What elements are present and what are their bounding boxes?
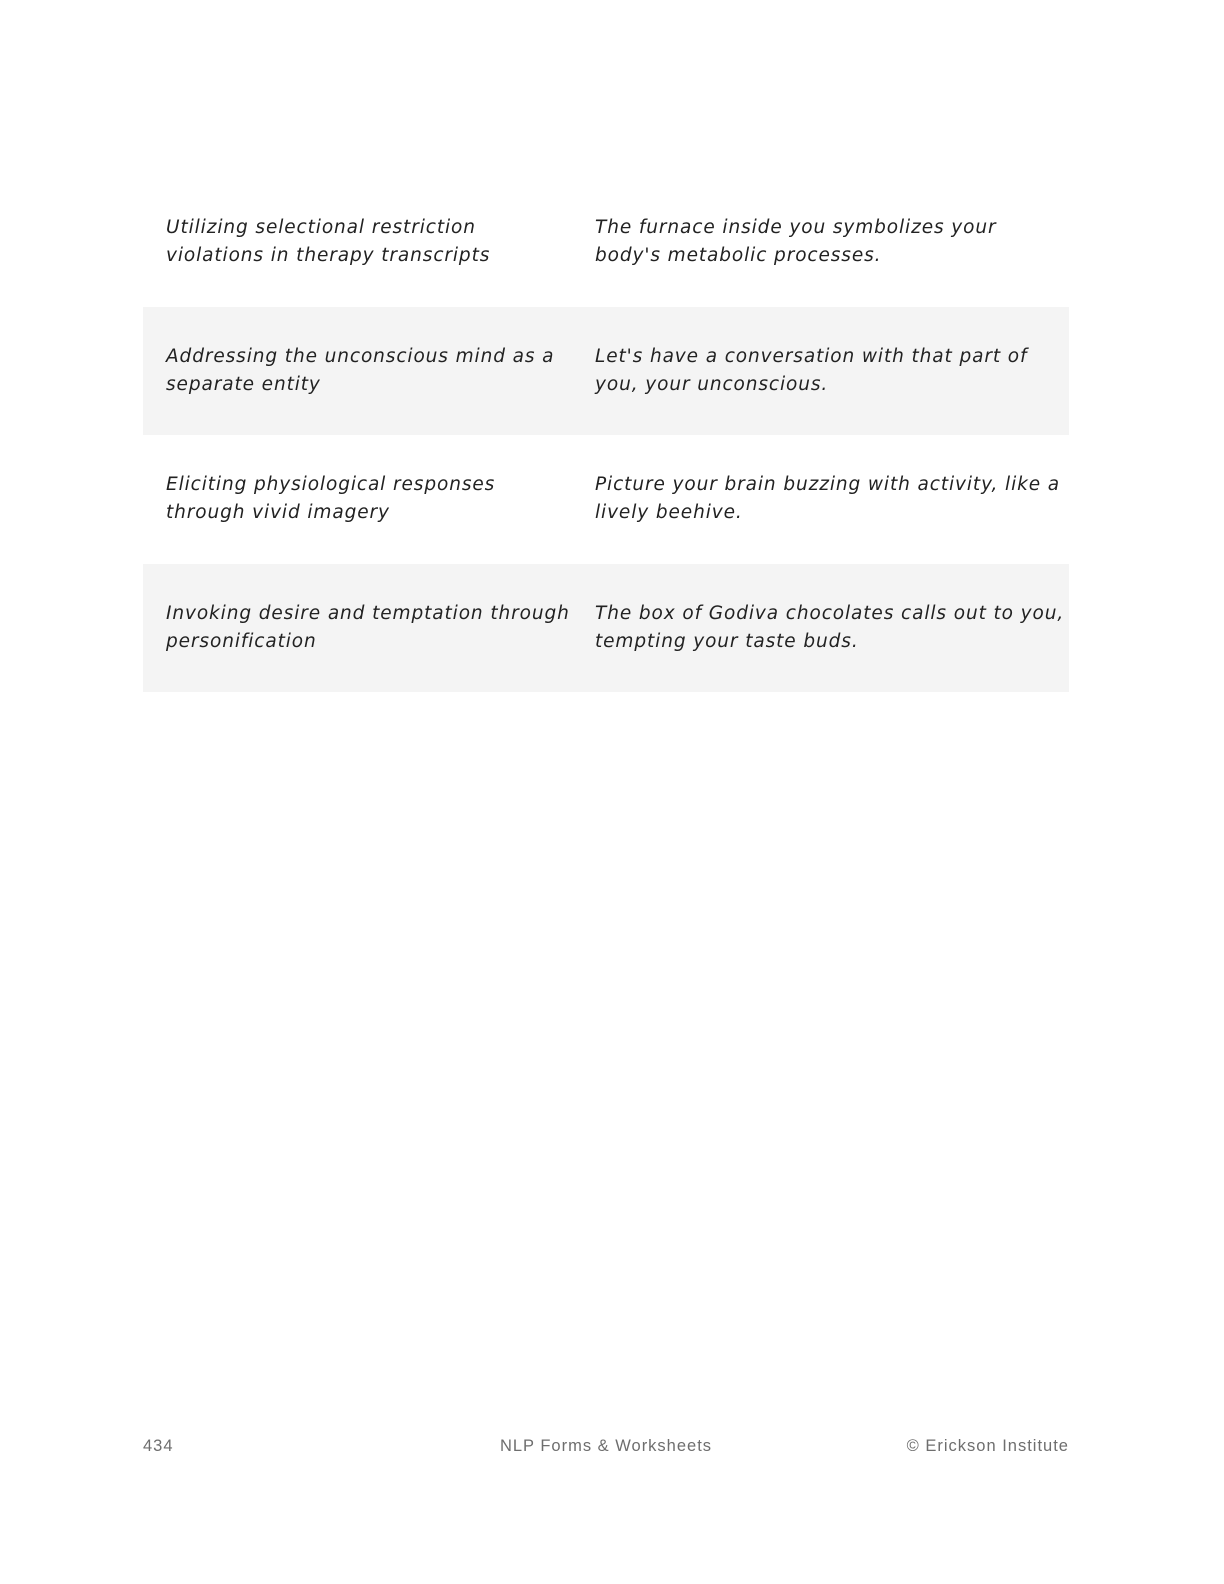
technique-cell: Invoking desire and temptation through personification bbox=[166, 602, 570, 652]
technique-cell: Addressing the unconscious mind as a separate entity bbox=[166, 345, 555, 395]
example-cell: The box of Godiva chocolates calls out to you, tempting your taste buds. bbox=[595, 602, 1065, 652]
example-cell: Picture your brain buzzing with activity, like a lively beehive. bbox=[595, 474, 1061, 524]
table-row bbox=[143, 435, 1069, 564]
example-cell: The furnace inside you symbolizes your body's metabolic processes. bbox=[595, 217, 997, 267]
table-row bbox=[143, 307, 1069, 436]
table-row bbox=[143, 564, 1069, 693]
technique-cell: Eliciting physiological responses through vivid imagery bbox=[166, 474, 496, 524]
examples-table bbox=[143, 178, 1069, 692]
copyright-notice: © Erickson Institute bbox=[906, 1437, 1069, 1455]
page-footer bbox=[143, 1437, 1069, 1461]
example-cell: Let's have a conversation with that part of you, your unconscious. bbox=[595, 345, 1028, 395]
technique-cell: Utilizing selectional restriction violations in therapy transcripts bbox=[166, 217, 491, 267]
page-number: 434 bbox=[143, 1437, 174, 1455]
table-row bbox=[143, 178, 1069, 307]
document-title: NLP Forms & Worksheets bbox=[499, 1437, 713, 1455]
